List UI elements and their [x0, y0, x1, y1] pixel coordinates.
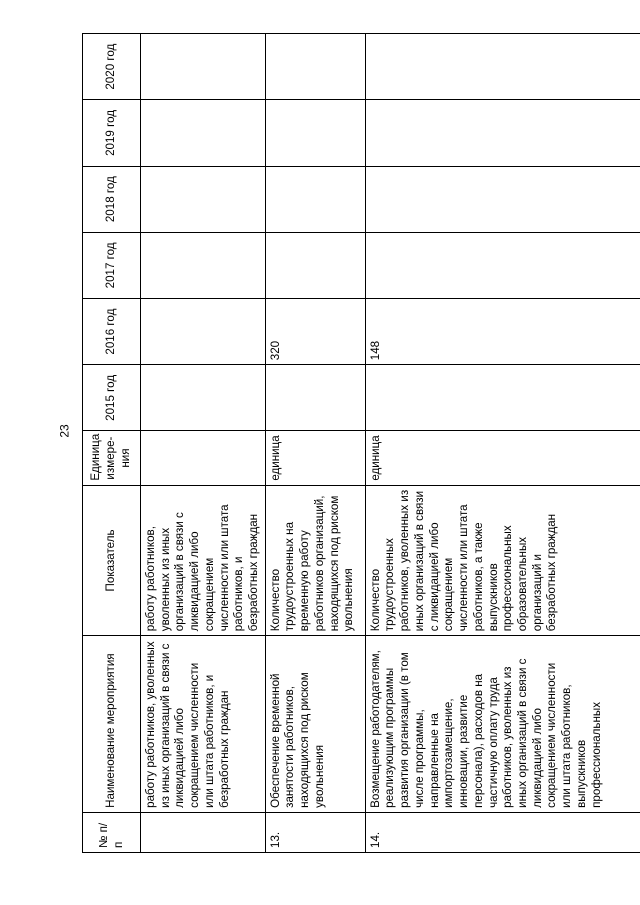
header-year-2016: 2016 год — [83, 299, 141, 365]
cell-2017 — [265, 232, 365, 298]
cell-indicator: Количество трудоустроенных на временную работу работников организаций, находящихся под риском увольнения — [265, 485, 365, 636]
cell-indicator: работу работников, уволенных из иных организаций в связи с ликвидацией либо сокращением численности или штата работников, и безработных граждан — [141, 485, 266, 636]
cell-name: работу работников, уволенных из иных организаций в связи с ликвидацией либо сокращением численности или штата работников, и безработных граждан — [141, 636, 266, 813]
cell-2017 — [141, 232, 266, 298]
cell-unit — [141, 431, 266, 485]
cell-2016: 320 — [265, 299, 365, 365]
cell-2018 — [141, 166, 266, 232]
cell-name: Возмещение работодателям, реализующим программы развития организации (в том числе программы, направленные на импортозамещение, инновации, развитие персонала), расходов на частичную оплату труда работников, уволенных из иных организаций в связи с ликвидацией либо сокращением численности или штата работников, выпускников профессиональных — [365, 636, 640, 813]
cell-2019 — [141, 100, 266, 166]
cell-2016: 148 — [365, 299, 640, 365]
table-header-row — [83, 34, 141, 853]
cell-name: Обеспечение временной занятости работников, находящихся под риском увольнения — [265, 636, 365, 813]
header-name: Наименование мероприятия — [83, 636, 141, 813]
cell-no: 14. — [365, 812, 640, 852]
cell-2019 — [365, 100, 640, 166]
table-row — [141, 34, 266, 853]
header-year-2019: 2019 год — [83, 100, 141, 166]
cell-no: 13. — [265, 812, 365, 852]
rotated-table-container — [82, 33, 632, 853]
header-year-2018: 2018 год — [83, 166, 141, 232]
cell-2018 — [265, 166, 365, 232]
table-row — [265, 34, 365, 853]
cell-2015 — [265, 365, 365, 431]
header-no: № п/п — [83, 812, 141, 852]
cell-2018 — [365, 166, 640, 232]
cell-2016 — [141, 299, 266, 365]
cell-indicator: Количество трудоустроенных работников, уволенных из иных организаций в связи с ликвидацией либо сокращением численности или штата работников, а также выпускников профессиональных образовательных организаций и безработных граждан — [365, 485, 640, 636]
indicators-table — [82, 33, 640, 853]
cell-2019 — [265, 100, 365, 166]
header-indicator: Показатель — [83, 485, 141, 636]
cell-unit: единица — [365, 431, 640, 485]
page-number: 23 — [57, 424, 72, 438]
cell-2020 — [141, 34, 266, 100]
table-row — [365, 34, 640, 853]
header-year-2015: 2015 год — [83, 365, 141, 431]
header-unit: Единица измере-ния — [83, 431, 141, 485]
header-year-2020: 2020 год — [83, 34, 141, 100]
cell-2020 — [265, 34, 365, 100]
cell-2015 — [365, 365, 640, 431]
cell-no — [141, 812, 266, 852]
cell-unit: единица — [265, 431, 365, 485]
cell-2017 — [365, 232, 640, 298]
cell-2015 — [141, 365, 266, 431]
header-year-2017: 2017 год — [83, 232, 141, 298]
cell-2020 — [365, 34, 640, 100]
